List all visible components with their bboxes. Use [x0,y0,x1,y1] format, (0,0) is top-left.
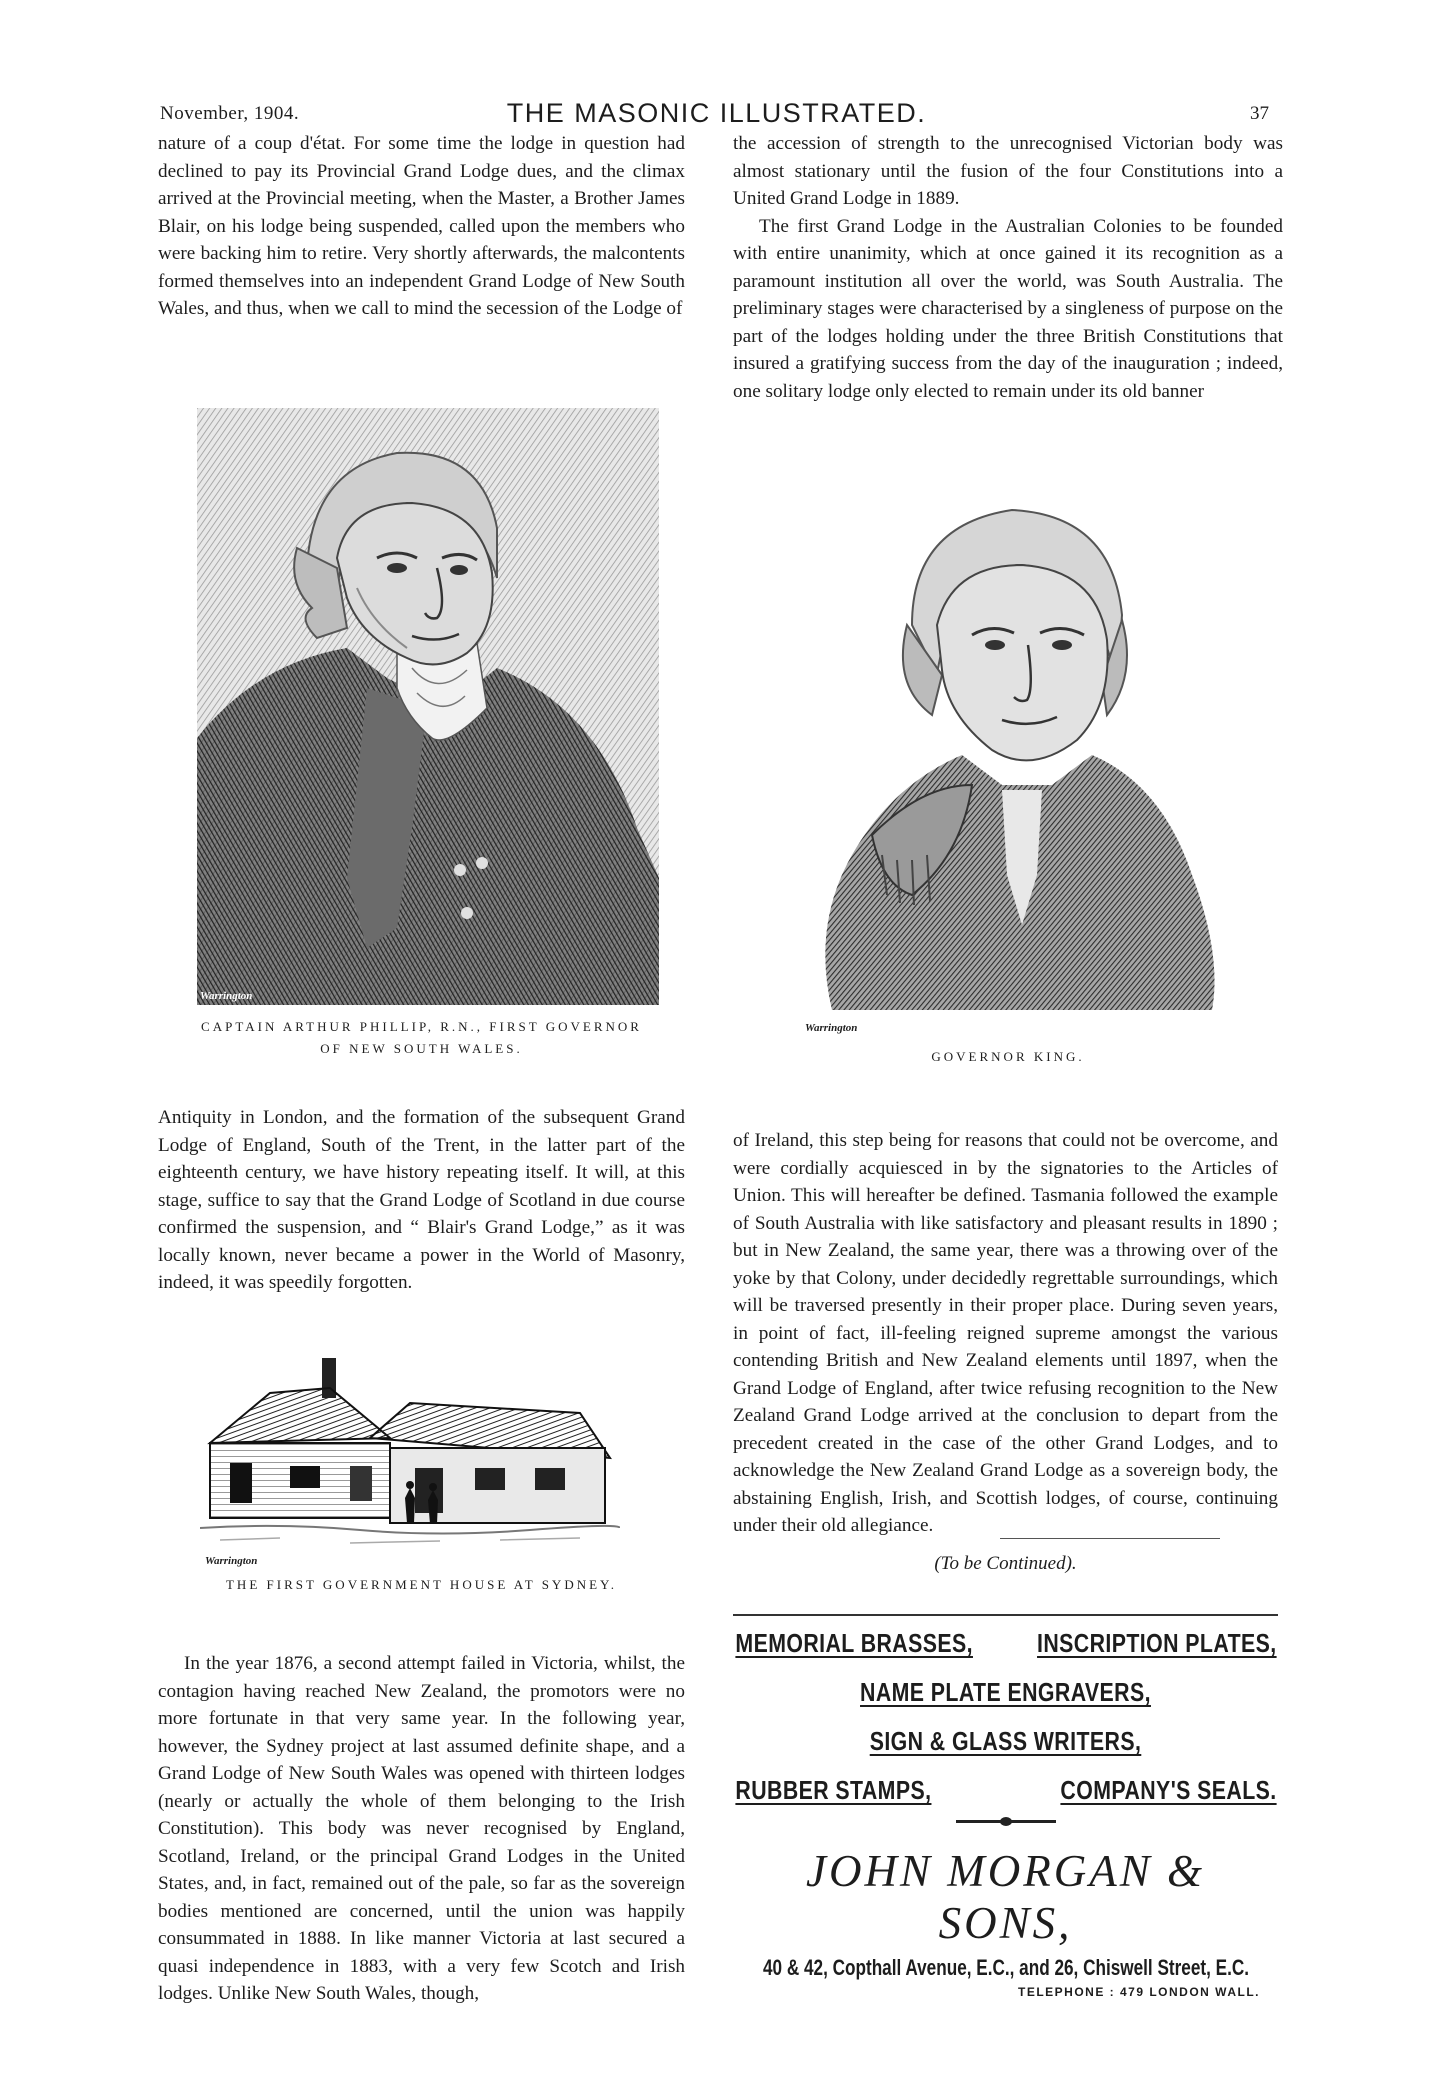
paragraph: of Ireland, this step being for reasons that could not be overcome, and were cordially acquiesced in by the signatories to the Articles of Union. This will hereafter be defined. Tasmania followed the example of South Australia with like satisfactory and pleasant results in 1890 ; but in New Zealand, the same year, there was a throwing over of the yoke by that Colony, under decidedly regrettable surroundings, which will be traversed presently in their proper place. During seven years, in point of fact, ill-feeling reigned supreme amongst the various contending British and New Zealand elements until 1897, when the Grand Lodge of England, after twice refusing recognition to the New Zealand Grand Lodge arrived at the conclusion to depart from the precedent created in the case of the other Grand Lodges, and to acknowledge the New Zealand Grand Lodge as a sovereign body, the abstaining English, Irish, and Scottish lodges, of course, continuing under their old allegiance. [733,1130,1278,1536]
ad-line [735,1775,1276,1806]
ad-service: RUBBER STAMPS, [735,1775,932,1805]
section-divider [733,1614,1278,1616]
ad-service: COMPANY'S SEALS. [1060,1775,1277,1805]
ad-service: NAME PLATE ENGRAVERS, [860,1677,1151,1707]
ornament-icon [1000,1817,1012,1826]
section-divider [1000,1538,1220,1539]
page-number: 37 [1250,103,1269,124]
ad-line [735,1628,1276,1659]
paragraph: nature of a coup d'état. For some time the lodge in question had declined to pay its Provincial Grand Lodge dues, and the climax arrived at the Provincial meeting, when the Master, a Brother James Blair, on his lodge being suspended, called upon the members who were backing him to retire. Very shortly afterwards, the malcontents formed themselves into an independent Grand Lodge of New South Wales, and thus, when we call to mind the secession of the Lodge of [158,133,685,319]
caption-government-house: THE FIRST GOVERNMENT HOUSE AT SYDNEY. [225,1577,617,1592]
portrait-governor-king [792,455,1252,1010]
ad-company-name: JOHN MORGAN & SONS, [806,1846,1205,1948]
caption-governor-king: GOVERNOR KING. [931,1049,1085,1064]
magazine-title: THE MASONIC ILLUSTRATED. [506,98,927,128]
article-text-left-top [158,130,685,323]
ad-service: SIGN & GLASS WRITERS, [869,1726,1142,1756]
artist-signature: Warrington [805,1022,858,1034]
paragraph: Antiquity in London, and the formation of the subsequent Grand Lodge of England, South of the Trent, in the latter part of the eighteenth century, we have history repeating itself. It will, at this stage, suffice to say that the Grand Lodge of Scotland in due course confirmed the suspension, and “ Blair's Grand Lodge,” as it was locally known, never became a power in the World of Masonry, indeed, it was speedily forgotten. [158,1107,685,1293]
article-text-right-middle [733,1127,1278,1540]
artist-signature: Warrington [205,1555,258,1567]
paragraph: the accession of strength to the unrecognised Victorian body was almost stationary until the fusion of the four Constitutions into a United Grand Lodge in 1889. [733,133,1283,209]
ad-address: 40 & 42, Copthall Avenue, E.C., and 26, Chiswell Street, E.C. [762,1955,1250,1980]
ornamental-rule [956,1820,1056,1823]
ad-telephone: TELEPHONE : 479 LONDON WALL. [1017,1985,1260,1999]
advertisement-john-morgan [733,1628,1278,1999]
article-text-left-bottom [158,1650,685,2008]
paragraph: In the year 1876, a second attempt failed in Victoria, whilst, the contagion having reached New Zealand, the promotors were no more fortunate in that very same year. In the following year, however, the Sydney project at last assumed definite shape, and a Grand Lodge of New South Wales was opened with thirteen lodges (nearly or actually the whole of them belonging to the Irish Constitution). This body was never recognised by England, Scotland, Ireland, or the principal Grand Lodges in the United States, and, in fact, remained out of the pale, so far as the sovereign bodies mentioned are concerned, until the union was happily consummated in 1888. In like manner Victoria at last secured a quasi independence in 1883, with a very few Scotch and Irish lodges. Unlike New South Wales, though, [158,1653,685,2004]
caption-line: OF NEW SOUTH WALES. [320,1041,523,1056]
ad-service: INSCRIPTION PLATES, [1037,1628,1277,1658]
to-be-continued-note: (To be Continued). [934,1553,1077,1574]
article-text-left-middle [158,1104,685,1297]
artist-signature: Warrington [200,990,253,1002]
caption-line: CAPTAIN ARTHUR PHILLIP, R.N., FIRST GOVERNOR [201,1019,642,1034]
ad-line [782,1677,1229,1708]
caption-arthur-phillip [158,1016,685,1060]
issue-date: November, 1904. [160,103,300,124]
illustration-first-government-house [200,1348,620,1554]
ad-service: MEMORIAL BRASSES, [735,1628,973,1658]
paragraph: The first Grand Lodge in the Australian Colonies to be founded with entire unanimity, which at once gained it its recognition as a paramount institution all over the world, was South Australia. The preliminary stages were characterised by a singleness of purpose on the part of the lodges holding under the three British Constitutions that insured a gratifying success from the day of the inauguration ; indeed, one solitary lodge only elected to remain under its old banner [733,215,1283,402]
article-text-right-top [733,130,1283,405]
portrait-arthur-phillip [197,408,659,1005]
ad-line [782,1726,1229,1757]
